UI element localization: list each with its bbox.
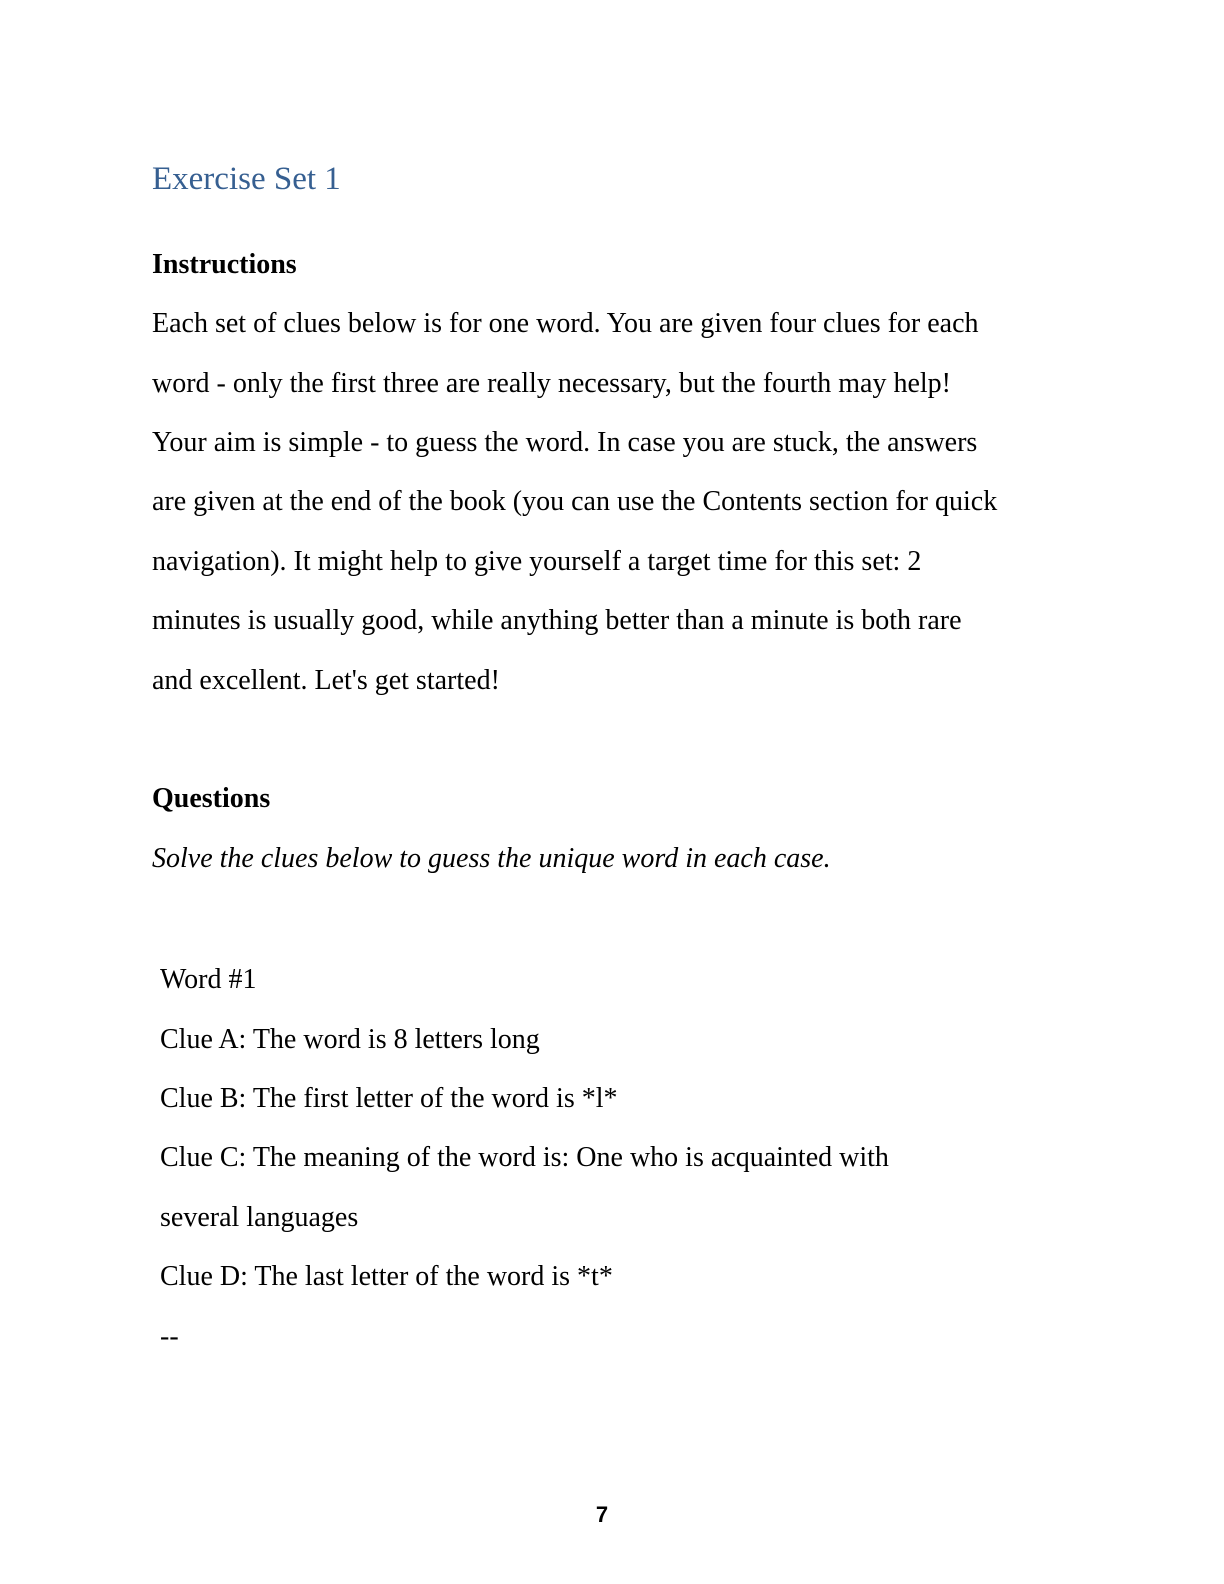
clue-line: Clue A: The word is 8 letters long — [160, 1024, 540, 1055]
word-label: Word #1 — [160, 964, 257, 995]
clue-line: Clue B: The first letter of the word is *l* — [160, 1083, 618, 1114]
separator: -- — [160, 1321, 179, 1352]
instructions-line: minutes is usually good, while anything better than a minute is both rare — [152, 605, 962, 636]
instructions-heading: Instructions — [152, 249, 297, 280]
clue-line: Clue D: The last letter of the word is *t* — [160, 1261, 613, 1292]
instructions-line: Each set of clues below is for one word. You are given four clues for each — [152, 308, 979, 339]
instructions-line: word - only the first three are really necessary, but the fourth may help! — [152, 368, 951, 399]
questions-subtitle: Solve the clues below to guess the unique word in each case. — [152, 843, 831, 874]
page-title: Exercise Set 1 — [152, 161, 341, 197]
instructions-line: navigation). It might help to give yourself a target time for this set: 2 — [152, 546, 922, 577]
instructions-line: and excellent. Let's get started! — [152, 665, 500, 696]
page-number: 7 — [595, 1502, 609, 1527]
instructions-line: Your aim is simple - to guess the word. In case you are stuck, the answers — [152, 427, 978, 458]
clue-line: several languages — [160, 1202, 359, 1233]
questions-heading: Questions — [152, 783, 271, 814]
clue-line: Clue C: The meaning of the word is: One who is acquainted with — [160, 1142, 889, 1173]
instructions-line: are given at the end of the book (you can use the Contents section for quick — [152, 486, 998, 517]
